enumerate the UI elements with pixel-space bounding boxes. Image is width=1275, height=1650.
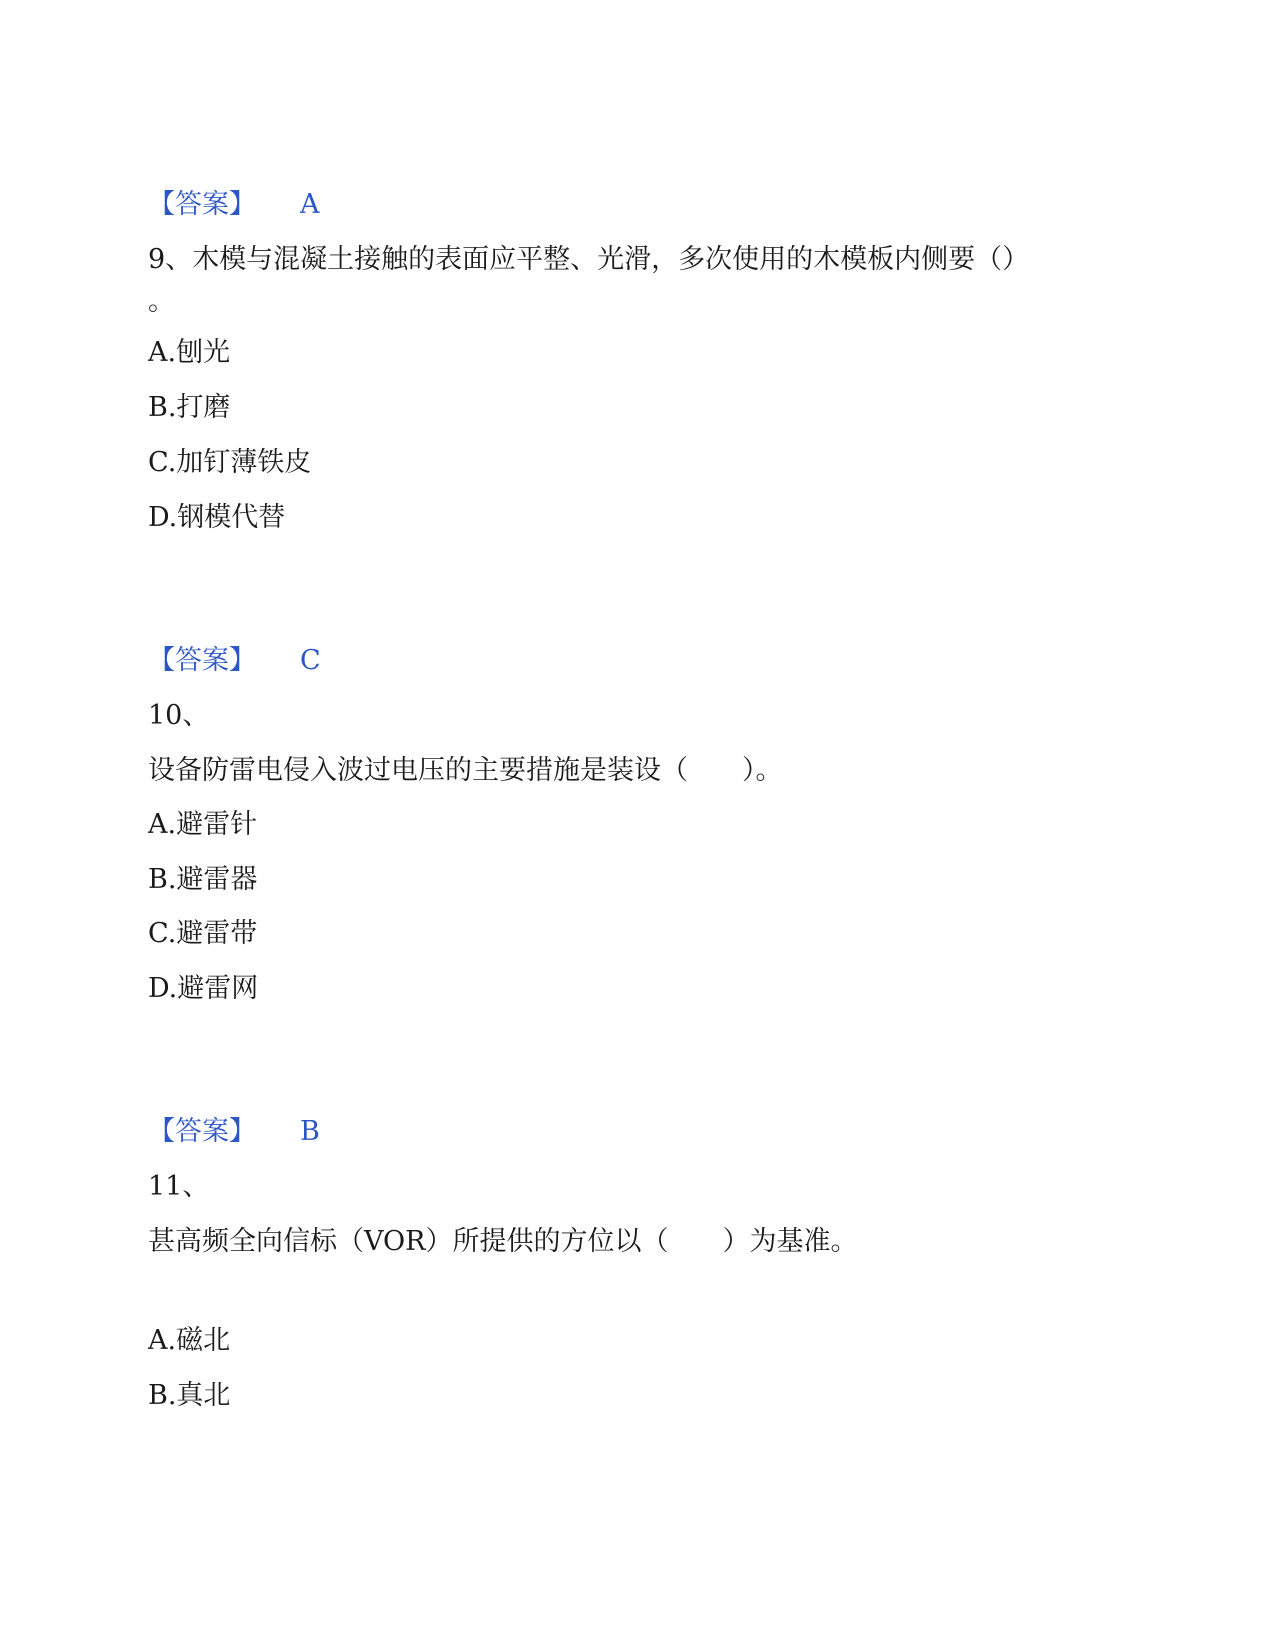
answer-row xyxy=(148,644,321,678)
option-c: C.避雷带 xyxy=(148,918,258,949)
question-text: 设备防雷电侵入波过电压的主要措施是装设（ ）。 xyxy=(148,755,783,786)
question-text: 甚高频全向信标（VOR）所提供的方位以（ ）为基准。 xyxy=(148,1226,858,1257)
question-text: 木模与混凝土接触的表面应平整、光滑，多次使用的木模板内侧要（） xyxy=(192,244,1030,275)
option-b: B.打磨 xyxy=(148,392,231,423)
option-b: B.真北 xyxy=(148,1380,231,1411)
answer-row xyxy=(148,1115,320,1149)
option-a: A.磁北 xyxy=(148,1325,231,1356)
question-number: 10、 xyxy=(148,700,210,731)
answer-row xyxy=(148,188,320,222)
answer-label: 【答案】 xyxy=(148,1116,256,1147)
option-a: A.避雷针 xyxy=(148,809,258,840)
answer-label: 【答案】 xyxy=(148,645,256,676)
answer-value: B xyxy=(300,1116,320,1147)
question-stem-continuation: 。 xyxy=(148,286,175,317)
option-a: A.刨光 xyxy=(148,337,231,368)
answer-label: 【答案】 xyxy=(148,189,256,220)
question-number: 9、 xyxy=(148,244,193,275)
answer-value: C xyxy=(300,645,321,676)
answer-value: A xyxy=(300,189,320,220)
option-b: B.避雷器 xyxy=(148,864,258,895)
option-d: D.钢模代替 xyxy=(148,502,286,533)
option-d: D.避雷网 xyxy=(148,973,259,1004)
question-number: 11、 xyxy=(148,1171,210,1202)
question-stem xyxy=(148,243,1029,277)
option-c: C.加钉薄铁皮 xyxy=(148,447,312,478)
